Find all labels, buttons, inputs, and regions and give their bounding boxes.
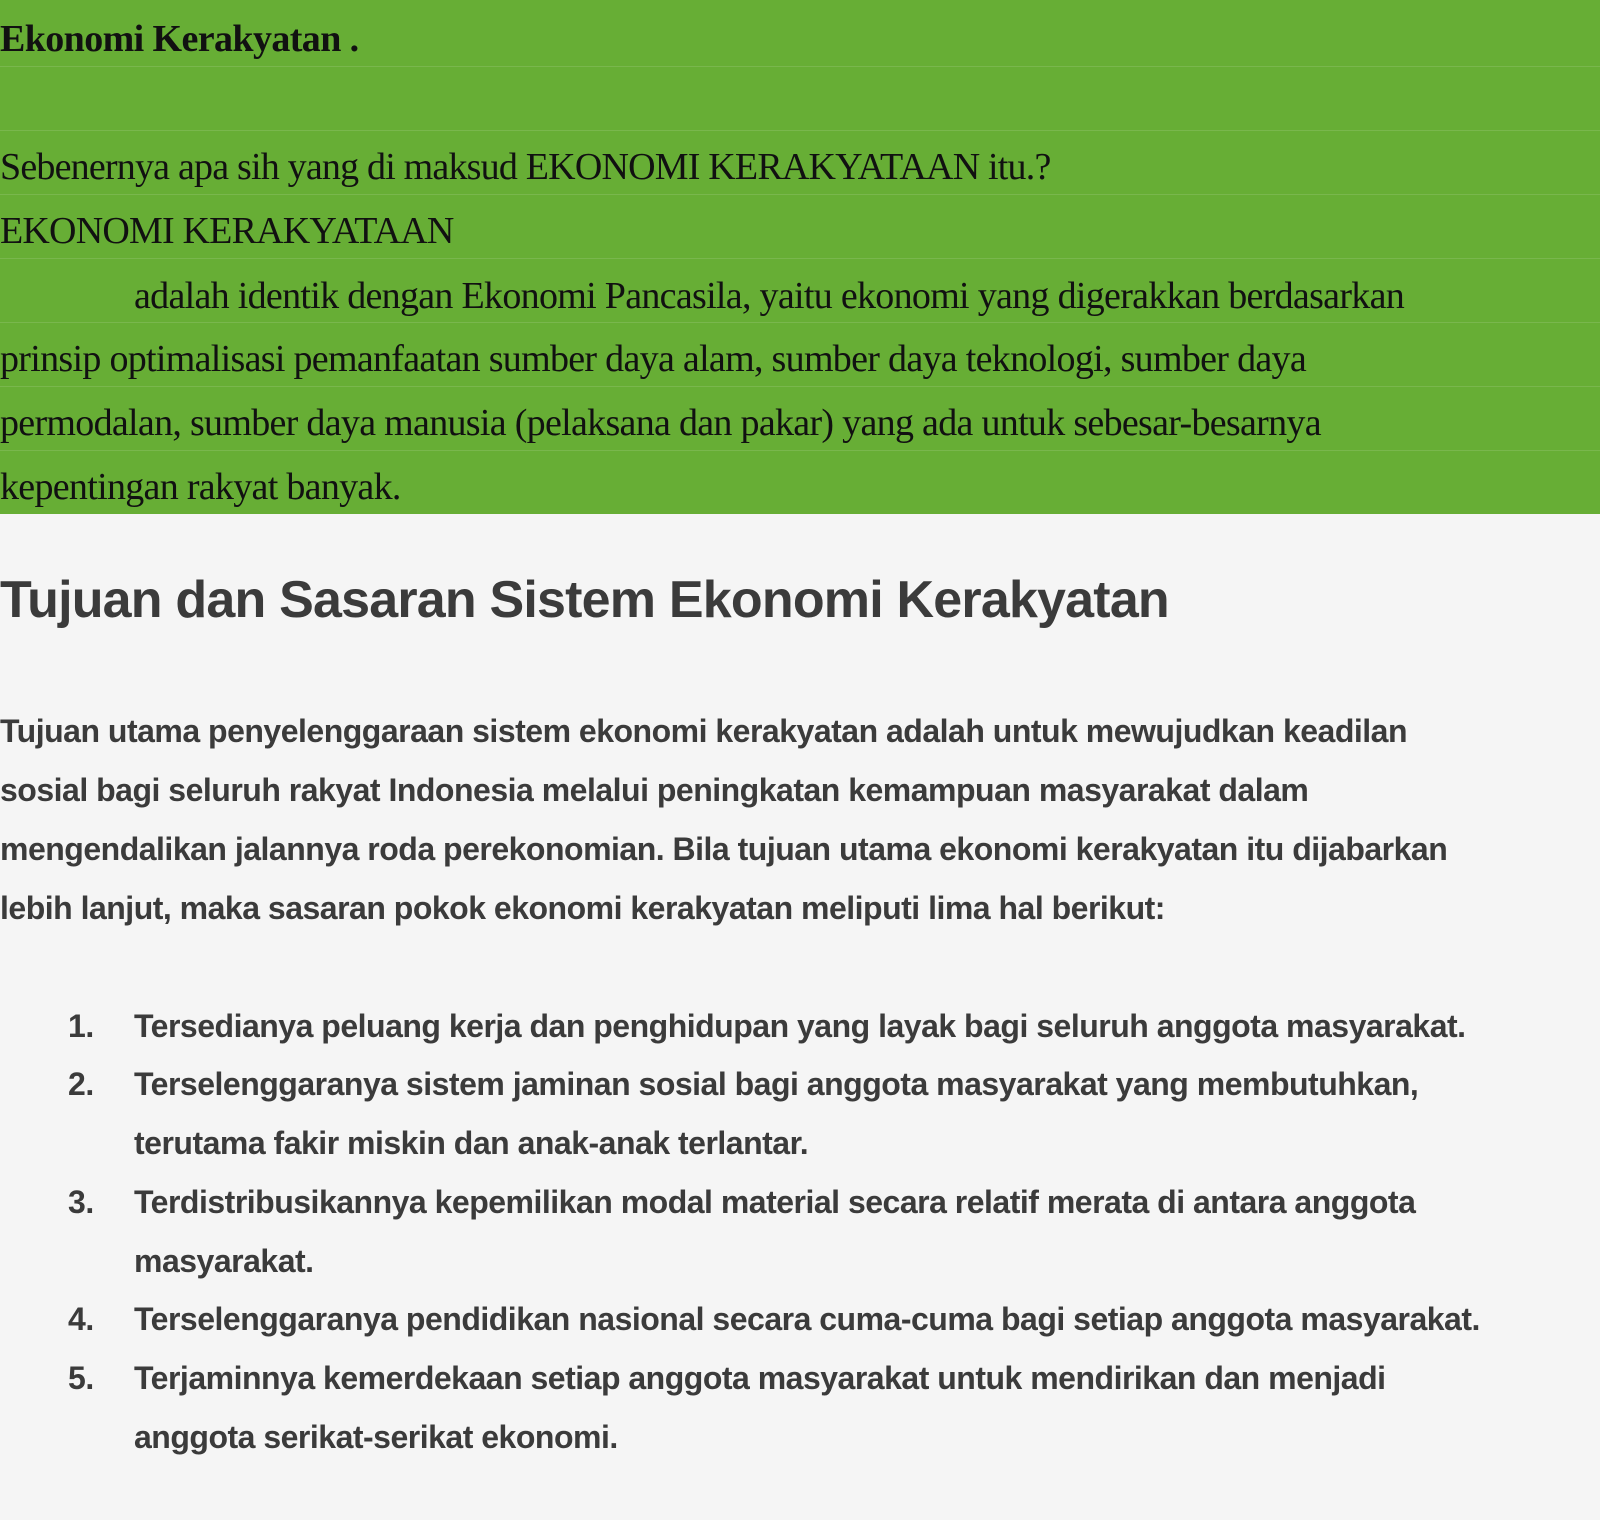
page-title: Ekonomi Kerakyatan .	[0, 18, 359, 60]
definition-line: permodalan, sumber daya manusia (pelaksana dan pakar) yang ada untuk sebesar-besarnya	[0, 402, 1321, 444]
divider-line	[0, 258, 1600, 259]
list-item-text: anggota serikat-serikat ekonomi.	[134, 1419, 618, 1455]
green-header-section	[0, 0, 1600, 514]
intro-line: sosial bagi seluruh rakyat Indonesia melalui peningkatan kemampuan masyarakat dalam	[0, 772, 1309, 808]
definition-line: adalah identik dengan Ekonomi Pancasila, yaitu ekonomi yang digerakkan berdasarkan	[134, 275, 1405, 317]
list-number: 5.	[68, 1360, 94, 1396]
divider-line	[0, 322, 1600, 323]
definition-line: kepentingan rakyat banyak.	[0, 466, 401, 508]
list-item-text: Terselenggaranya sistem jaminan sosial bagi anggota masyarakat yang membutuhkan,	[134, 1066, 1419, 1102]
section-heading: Tujuan dan Sasaran Sistem Ekonomi Kerakyatan	[0, 571, 1169, 629]
divider-line	[0, 386, 1600, 387]
divider-line	[0, 130, 1600, 131]
intro-line: lebih lanjut, maka sasaran pokok ekonomi kerakyatan meliputi lima hal berikut:	[0, 890, 1165, 926]
question-text: Sebenernya apa sih yang di maksud EKONOMI KERAKYATAAN itu.?	[0, 146, 1051, 188]
definition-line: prinsip optimalisasi pemanfaatan sumber daya alam, sumber daya teknologi, sumber daya	[0, 338, 1306, 380]
divider-line	[0, 66, 1600, 67]
list-number: 4.	[68, 1301, 94, 1337]
list-number: 1.	[68, 1008, 94, 1044]
term-text: EKONOMI KERAKYATAAN	[0, 210, 454, 252]
list-item-text: masyarakat.	[134, 1243, 314, 1279]
list-number: 3.	[68, 1184, 94, 1220]
list-item-text: Terjaminnya kemerdekaan setiap anggota masyarakat untuk mendirikan dan menjadi	[134, 1360, 1386, 1396]
divider-line	[0, 194, 1600, 195]
list-number: 2.	[68, 1066, 94, 1102]
intro-line: mengendalikan jalannya roda perekonomian. Bila tujuan utama ekonomi kerakyatan itu dijabarkan	[0, 831, 1448, 867]
divider-line	[0, 450, 1600, 451]
list-item-text: Terdistribusikannya kepemilikan modal material secara relatif merata di antara anggota	[134, 1184, 1416, 1220]
list-item-text: Terselenggaranya pendidikan nasional secara cuma-cuma bagi setiap anggota masyarakat.	[134, 1301, 1480, 1337]
intro-line: Tujuan utama penyelenggaraan sistem ekonomi kerakyatan adalah untuk mewujudkan keadilan	[0, 713, 1408, 749]
list-item-text: terutama fakir miskin dan anak-anak terlantar.	[134, 1125, 809, 1161]
list-item-text: Tersedianya peluang kerja dan penghidupan yang layak bagi seluruh anggota masyarakat.	[134, 1008, 1466, 1044]
